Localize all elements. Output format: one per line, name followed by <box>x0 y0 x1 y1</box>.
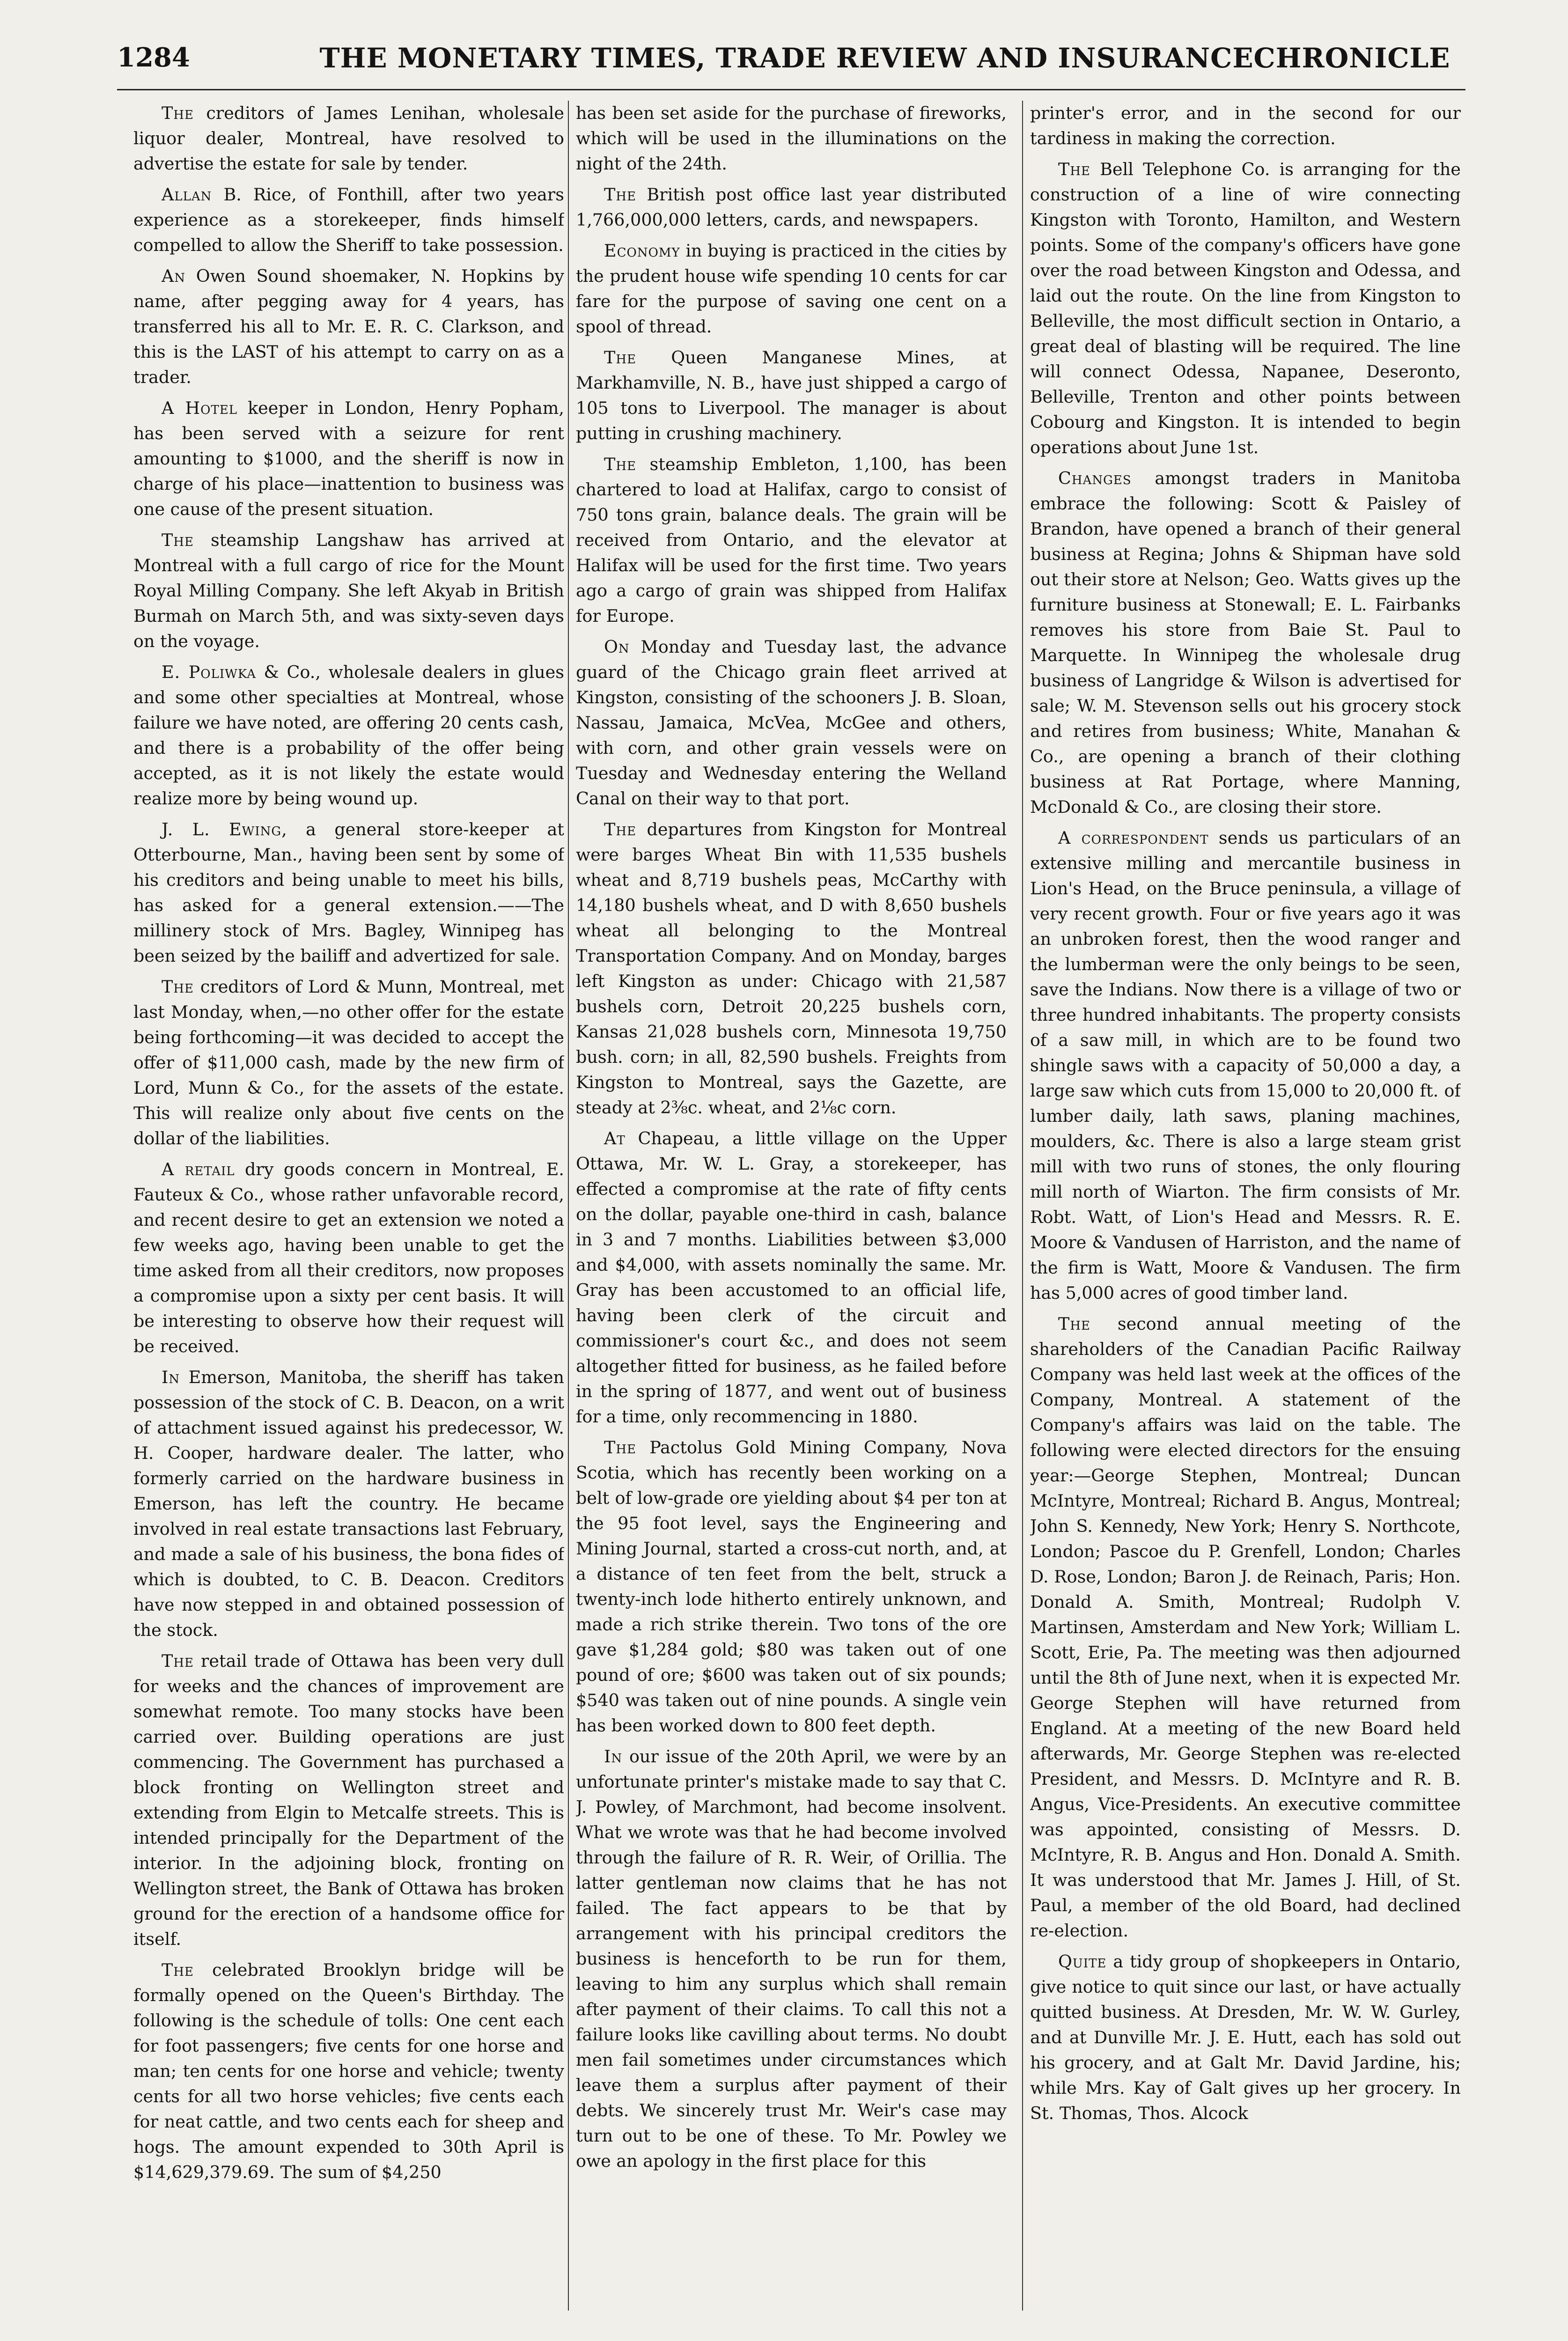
item-text: Queen Manganese Mines, at Markhamville, N. B., have just shipped a cargo of 105 tons to Liverpool. The manager is about putting in crushing machinery. <box>576 347 1007 443</box>
column-rule <box>1022 101 1023 2311</box>
news-item <box>576 345 1007 446</box>
item-text: steamship Langshaw has arrived at Montreal with a full cargo of rice for the Mount Royal Milling Company. She left Akyab in British Burmah on March 5th, and was sixty-seven days on the voyage. <box>133 530 564 651</box>
item-text: B. Rice, of Fonthill, after two years experience as a storekeeper, finds himself compelled to allow the Sheriff to take possession. <box>133 184 564 255</box>
news-item <box>576 1435 1007 1738</box>
item-text: departures from Kingston for Montreal were barges Wheat Bin with 11,535 bushels wheat and 8,719 bushels peas, McCarthy with 14,180 bushels wheat, and D with 8,650 bushels wheat all belonging to the Montreal Transportation Company. And on Monday, barges left Kingston as under: Chicago with 21,587 bushels corn, Detroit 20,225 bushels corn, Kansas 21,028 bushels corn, Minnesota 19,750 bush. corn; in all, 82,590 bushels. Freights from Kingston to Montreal, says the Gazette, are steady at 2⅜c. wheat, and 2⅛c corn. <box>576 819 1007 1118</box>
news-item <box>133 528 564 654</box>
news-item <box>1030 1949 1461 2126</box>
news-item <box>133 264 564 390</box>
item-text: British post office last year distributed 1,766,000,000 letters, cards, and newspapers. <box>576 184 1007 230</box>
news-item <box>1030 101 1461 151</box>
item-lead: The <box>604 1437 636 1458</box>
item-text: dry goods concern in Montreal, E. Fauteux & Co., whose rather unfavorable record, and recent desire to get an extension we noted a few weeks ago, having been unable to get the time asked from all their creditors, now proposes a compromise upon a sixty per cent basis. It will be interesting to observe how their request will be received. <box>133 1159 564 1356</box>
item-text: Bell Telephone Co. is arranging for the construction of a line of wire connecting Kingston with Toronto, Hamilton, and Western points. Some of the company's officers have gone over the road between Kingston and Odessa, and laid out the route. On the line from Kingston to Belleville, the most difficult section in Ontario, a great deal of blasting will be required. The line will connect Odessa, Napanee, Deseronto, Belleville, Trenton and other points between Cobourg and Kingston. It is intended to begin operations about June 1st. <box>1030 159 1461 457</box>
news-item <box>133 817 564 969</box>
item-lead: In <box>162 1367 180 1387</box>
item-lead: An <box>162 266 186 286</box>
item-lead: J. L. Ewing, <box>162 819 287 839</box>
item-lead: The <box>162 530 194 550</box>
item-text: Chapeau, a little village on the Upper Ottawa, Mr. W. L. Gray, a storekeeper, has effected a compromise at the rate of fifty cents on the dollar, payable one-third in cash, balance in 3 and 7 months. Liabilities between $3,000 and $4,000, with assets nominally the same. Mr. Gray has been accustomed to an official life, having been clerk of the circuit and commissioner's court &c., and does not seem altogether fitted for business, as he failed before in the spring of 1877, and went out of business for a time, only recommencing in 1880. <box>576 1128 1007 1427</box>
item-lead: A retail <box>162 1159 235 1179</box>
item-lead: Changes <box>1058 468 1132 488</box>
news-item <box>133 101 564 177</box>
item-lead: The <box>162 1960 194 1980</box>
news-item <box>133 1365 564 1643</box>
item-lead: The <box>1058 1314 1090 1334</box>
news-item <box>1030 1311 1461 1943</box>
news-item <box>133 1649 564 1952</box>
column-3 <box>1030 101 1461 2311</box>
item-lead: A Hotel <box>162 398 238 418</box>
item-lead: In <box>604 1746 623 1767</box>
item-text: sends us particulars of an extensive milling and mercantile business in Lion's Head, on the Bruce peninsula, a village of very recent growth. Four or five years ago it was an unbroken forest, then the wood ranger and the lumberman were the only beings to be seen, save the Indians. Now there is a village of two or three hundred inhabitants. The property consists of a saw mill, in which are to be found two shingle saws with a capacity of 50,000 a day, a large saw which cuts from 15,000 to 20,000 ft. of lumber daily, lath saws, planing machines, moulders, &c. There is also a large steam grist mill with two runs of stones, the only flouring mill north of Wiarton. The firm consists of Mr. Robt. Watt, of Lion's Head and Messrs. R. E. Moore & Vandusen of Harriston, and the name of the firm is Watt, Moore & Vandusen. The firm has 5,000 acres of good timber land. <box>1030 828 1461 1303</box>
news-item <box>1030 466 1461 820</box>
news-item <box>1030 157 1461 460</box>
item-text: Monday and Tuesday last, the advance guard of the Chicago grain fleet arrived at Kingston, consisting of the schooners J. B. Sloan, Nassau, Jamaica, McVea, McGee and others, with corn, and other grain vessels were on Tuesday and Wednesday entering the Welland Canal on their way to that port. <box>576 637 1007 809</box>
news-item <box>133 1157 564 1359</box>
item-text: second annual meeting of the shareholders of the Canadian Pacific Railway Company was held last week at the offices of the Company, Montreal. A statement of the Company's affairs was laid on the table. The following were elected directors for the ensuing year:—George Stephen, Montreal; Duncan McIntyre, Montreal; Richard B. Angus, Montreal; John S. Kennedy, New York; Henry S. Northcote, London; Pascoe du P. Grenfell, London; Charles D. Rose, London; Baron J. de Reinach, Paris; Hon. Donald A. Smith, Montreal; Rudolph V. Martinsen, Amsterdam and New York; William L. Scott, Erie, Pa. The meeting was then adjourned until the 8th of June next, when it is expected Mr. George Stephen will have returned from England. At a meeting of the new Board held afterwards, Mr. George Stephen was re-elected President, and Messrs. D. McIntyre and R. B. Angus, Vice-Presidents. An executive committee was appointed, consisting of Messrs. D. McIntyre, R. B. Angus and Hon. Donald A. Smith. It was understood that Mr. James J. Hill, of St. Paul, a member of the old Board, had declined re-election. <box>1030 1314 1461 1941</box>
item-text: Pactolus Gold Mining Company, Nova Scotia, which has recently been working on a belt of low-grade ore yielding about $4 per ton at the 95 foot level, says the Engineering and Mining Journal, started a cross-cut north, and, at a distance of ten feet from the belt, struck a twenty-inch lode hitherto entirely unknown, and made a rich strike therein. Two tons of the ore gave $1,284 gold; $80 was taken out of one pound of ore; $600 was taken out of six pounds; $540 was taken out of nine pounds. A single vein has been worked down to 800 feet depth. <box>576 1437 1007 1736</box>
item-lead: E. Poliwka <box>162 662 257 682</box>
news-item <box>133 396 564 522</box>
item-text: keeper in London, Henry Popham, has been served with a seizure for rent amounting to $1000, and the sheriff is now in charge of his place—inattention to business was one cause of the present situation. <box>133 398 564 519</box>
column-1 <box>133 101 564 2311</box>
item-text: celebrated Brooklyn bridge will be formally opened on the Queen's Birthday. The following is the schedule of tolls: One cent each for foot passengers; five cents for one horse and man; ten cents for one horse and vehicle; twenty cents for all two horse vehicles; five cents each for neat cattle, and two cents each for sheep and hogs. The amount expended to 30th April is $14,629,379.69. The sum of $4,250 <box>133 1960 564 2182</box>
item-lead: Economy <box>604 241 680 261</box>
page-number: 1284 <box>117 42 190 73</box>
item-lead: The <box>162 1651 194 1671</box>
item-lead: Quite <box>1058 1951 1107 1972</box>
item-text: has been set aside for the purchase of fireworks, which will be used in the illuminations on the night of the 24th. <box>576 103 1007 174</box>
news-item <box>576 634 1007 811</box>
item-text: creditors of James Lenihan, wholesale liquor dealer, Montreal, have resolved to advertise the estate for sale by tender. <box>133 103 564 174</box>
item-lead: The <box>604 347 636 368</box>
news-item <box>133 974 564 1151</box>
page-header <box>117 37 1465 90</box>
column-rule <box>568 101 569 2311</box>
news-item <box>576 452 1007 629</box>
news-item <box>576 182 1007 233</box>
news-item <box>133 660 564 811</box>
journal-title: THE MONETARY TIMES, TRADE REVIEW AND INSURANCECHRONICLE <box>319 42 1450 74</box>
news-item <box>576 1744 1007 2174</box>
item-text: in buying is practiced in the cities by the prudent house wife spending 10 cents for car fare for the purpose of saving one cent on a spool of thread. <box>576 241 1007 337</box>
news-item <box>576 1126 1007 1429</box>
news-item <box>133 1958 564 2185</box>
item-text: steamship Embleton, 1,100, has been chartered to load at Halifax, cargo to consist of 750 tons grain, balance deals. The grain will be received from Ontario, and the elevator at Halifax will be used for the first time. Two years ago a cargo of grain was shipped from Halifax for Europe. <box>576 454 1007 626</box>
item-lead: A correspondent <box>1058 828 1209 848</box>
item-lead: The <box>162 977 194 997</box>
column-2 <box>576 101 1007 2311</box>
news-item <box>576 238 1007 339</box>
item-text: our issue of the 20th April, we were by an unfortunate printer's mistake made to say that C. J. Powley, of Marchmont, had become insolvent. What we wrote was that he had become involved through the failure of R. R. Weir, of Orillia. The latter gentleman now claims that he has not failed. The fact appears to be that by arrangement with his principal creditors the business is henceforth to be run for them, leaving to him any surplus which shall remain after payment of their claims. To call this not a failure looks like cavilling about terms. No doubt men fail sometimes under circumstances which leave them a surplus after payment of their debts. We sincerely trust Mr. Weir's case may turn out to be one of these. To Mr. Powley we owe an apology in the first place for this <box>576 1746 1007 2171</box>
item-text: a tidy group of shopkeepers in Ontario, give notice to quit since our last, or have actually quitted business. At Dresden, Mr. W. W. Gurley, and at Dunville Mr. J. E. Hutt, each has sold out his grocery, and at Galt Mr. David Jardine, his; while Mrs. Kay of Galt gives up her grocery. In St. Thomas, Thos. Alcock <box>1030 1951 1461 2123</box>
item-text: Emerson, Manitoba, the sheriff has taken possession of the stock of C. B. Deacon, on a writ of attachment issued against his predecessor, W. H. Cooper, hardware dealer. The latter, who formerly carried on the hardware business in Emerson, has left the country. He became involved in real estate transactions last February, and made a sale of his business, the bona fides of which is doubted, to C. B. Deacon. Creditors have now stepped in and obtained possession of the stock. <box>133 1367 564 1640</box>
news-item <box>576 817 1007 1120</box>
news-item <box>1030 825 1461 1306</box>
item-text: amongst traders in Manitoba embrace the following: Scott & Paisley of Brandon, have opened a branch of their general business at Regina; Johns & Shipman have sold out their store at Nelson; Geo. Watts gives up the furniture business at Stonewall; E. L. Fairbanks removes his store from Baie St. Paul to Marquette. In Winnipeg the wholesale drug business of Langridge & Wilson is advertised for sale; W. M. Stevenson sells out his grocery stock and retires from business; White, Manahan & Co., are opening a branch of their clothing business at Rat Portage, where Manning, McDonald & Co., are closing their store. <box>1030 468 1461 817</box>
item-lead: At <box>604 1128 626 1148</box>
item-text: printer's error, and in the second for our tardiness in making the correction. <box>1030 103 1461 148</box>
item-lead: The <box>162 103 194 123</box>
item-text: creditors of Lord & Munn, Montreal, met last Monday, when,—no other offer for the estate being forthcoming—it was decided to accept the offer of $11,000 cash, made by the new firm of Lord, Munn & Co., for the assets of the estate. This will realize only about five cents on the dollar of the liabilities. <box>133 977 564 1148</box>
item-text: & Co., wholesale dealers in glues and some other specialties at Montreal, whose failure we have noted, are offering 20 cents cash, and there is a probability of the offer being accepted, as it is not likely the estate would realize more by being wound up. <box>133 662 564 809</box>
item-lead: The <box>1058 159 1090 179</box>
news-item <box>133 182 564 258</box>
item-lead: Allan <box>162 184 212 205</box>
item-lead: The <box>604 184 636 205</box>
item-text: retail trade of Ottawa has been very dull for weeks and the chances of improvement are somewhat remote. Too many stocks have been carried over. Building operations are just commencing. The Government has purchased a block fronting on Wellington street and extending from Elgin to Metcalfe streets. This is intended principally for the Department of the interior. In the adjoining block, fronting on Wellington street, the Bank of Ottawa has broken ground for the erection of a handsome office for itself. <box>133 1651 564 1949</box>
item-text: Owen Sound shoemaker, N. Hopkins by name, after pegging away for 4 years, has transferred his all to Mr. E. R. C. Clarkson, and this is the LAST of his attempt to carry on as a trader. <box>133 266 564 387</box>
item-text: a general store-keeper at Otterbourne, Man., having been sent by some of his creditors and being unable to meet his bills, has asked for a general extension.——The millinery stock of Mrs. Bagley, Winnipeg has been seized by the bailiff and advertized for sale. <box>133 819 564 966</box>
item-lead: The <box>604 454 636 474</box>
item-lead: On <box>604 637 630 657</box>
news-item <box>576 101 1007 177</box>
item-lead: The <box>604 819 636 839</box>
